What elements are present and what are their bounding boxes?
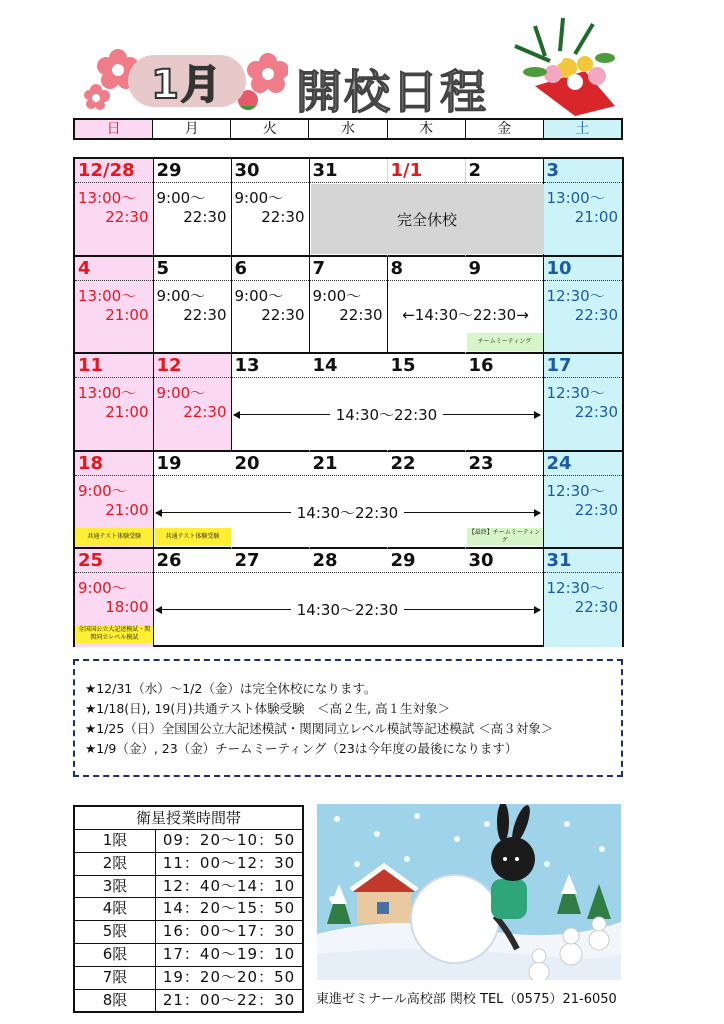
period-label: 8限 bbox=[75, 990, 156, 1012]
day-number: 30 bbox=[234, 160, 260, 181]
close-time: 18:00 bbox=[105, 598, 149, 616]
open-time: 9:00～ bbox=[234, 189, 284, 207]
table-row bbox=[75, 967, 302, 990]
day-number: 24 bbox=[546, 452, 572, 474]
close-time: 22:30 bbox=[574, 403, 618, 421]
time-range-arrow bbox=[156, 599, 540, 620]
period-label: 5限 bbox=[75, 921, 156, 943]
weekday-mon: 月 bbox=[153, 120, 231, 138]
class-timetable bbox=[73, 805, 304, 1013]
close-time: 21:00 bbox=[105, 305, 149, 324]
calendar-day-cell bbox=[154, 354, 232, 452]
calendar-day-cell bbox=[544, 257, 623, 355]
calendar-day-cell bbox=[388, 452, 466, 550]
calendar-day-cell bbox=[310, 354, 388, 452]
time-range-arrow bbox=[156, 502, 540, 523]
calendar-day-cell bbox=[75, 257, 154, 355]
calendar-day-cell bbox=[232, 159, 310, 257]
event-note: 全国国公立大記述模試・関関同立レベル模試 bbox=[76, 625, 153, 643]
weekday-thu: 木 bbox=[388, 120, 466, 138]
notice-item: ★1/18(日), 19(月)共通テスト体験受験 ＜高２生, 高１生対象＞ bbox=[85, 701, 451, 716]
open-time: 12:30～ bbox=[546, 384, 605, 402]
day-number: 26 bbox=[156, 550, 182, 571]
calendar-day-cell bbox=[388, 354, 466, 452]
day-number: 23 bbox=[468, 452, 494, 474]
calendar-day-cell bbox=[232, 354, 310, 452]
calendar-day-cell bbox=[310, 452, 388, 550]
day-number: 9 bbox=[468, 257, 482, 279]
calendar-day-cell bbox=[544, 549, 623, 647]
calendar-day-cell bbox=[232, 257, 310, 355]
calendar-day-cell bbox=[310, 257, 388, 355]
period-label: 1限 bbox=[75, 830, 156, 852]
day-number: 20 bbox=[234, 452, 260, 474]
day-number: 19 bbox=[156, 452, 182, 474]
day-number: 3 bbox=[546, 160, 560, 181]
close-time: 22:30 bbox=[574, 500, 618, 519]
period-label: 4限 bbox=[75, 898, 156, 920]
close-time: 22:30 bbox=[105, 208, 149, 226]
calendar-day-cell bbox=[154, 159, 232, 257]
page-title: 開校日程 bbox=[296, 65, 488, 119]
open-time: 13:00～ bbox=[78, 286, 137, 305]
open-time: 9:00～ bbox=[156, 384, 206, 402]
open-time: 9:00～ bbox=[312, 286, 362, 305]
table-row bbox=[75, 921, 302, 944]
table-row bbox=[75, 876, 302, 899]
close-time: 22:30 bbox=[339, 305, 383, 324]
close-time: 21:00 bbox=[105, 500, 149, 519]
period-label: 6限 bbox=[75, 944, 156, 966]
day-number: 17 bbox=[546, 355, 572, 376]
close-time: 21:00 bbox=[105, 403, 149, 421]
period-label: 2限 bbox=[75, 853, 156, 875]
period-time: 21：00～22：30 bbox=[162, 990, 296, 1009]
calendar-day-cell bbox=[154, 257, 232, 355]
notice-item: ★1/25（日）全国国公立大記述模試・関関同立レベル模試等記述模試 ＜高３対象＞ bbox=[85, 721, 554, 736]
day-number: 29 bbox=[390, 550, 416, 571]
open-time: 13:00～ bbox=[78, 189, 137, 207]
time-range bbox=[390, 304, 542, 325]
day-number: 2 bbox=[468, 160, 482, 181]
time-range-label: 14:30～22:30 bbox=[335, 406, 438, 424]
calendar-day-cell bbox=[544, 159, 623, 257]
open-time: 13:00～ bbox=[78, 384, 137, 402]
open-time: 9:00～ bbox=[78, 579, 127, 597]
event-note: 共通テスト体験受験 bbox=[76, 528, 153, 546]
time-range-label: 14:30～22:30 bbox=[296, 503, 399, 522]
open-time: 12:30～ bbox=[546, 286, 605, 305]
period-time: 09：20～10：50 bbox=[162, 831, 296, 849]
day-number: 21 bbox=[312, 452, 338, 474]
calendar-grid bbox=[73, 157, 624, 647]
table-row bbox=[75, 944, 302, 967]
notice-item: ★12/31（水）～1/2（金）は完全休校になります。 bbox=[85, 681, 377, 696]
open-time: 9:00～ bbox=[156, 286, 206, 305]
open-time: 12:30～ bbox=[546, 481, 605, 500]
day-number: 31 bbox=[546, 550, 572, 571]
close-time: 22:30 bbox=[183, 403, 227, 421]
notice-item: ★1/9（金）, 23（金）チームミーティング（23は今年度の最後になります） bbox=[85, 741, 518, 756]
calendar-day-cell bbox=[466, 549, 544, 647]
day-number: 15 bbox=[390, 355, 416, 376]
calendar-day-cell bbox=[75, 354, 154, 452]
open-time: 9:00～ bbox=[234, 286, 284, 305]
day-number: 11 bbox=[78, 355, 104, 376]
table-row bbox=[75, 898, 302, 921]
day-number: 22 bbox=[390, 452, 416, 474]
weekday-wed: 水 bbox=[309, 120, 387, 138]
close-time: 22:30 bbox=[574, 598, 618, 616]
weekday-sun: 日 bbox=[75, 120, 153, 138]
day-number: 28 bbox=[312, 550, 338, 571]
calendar-day-cell bbox=[75, 159, 154, 257]
day-number: 1/1 bbox=[390, 160, 423, 181]
period-label: 7限 bbox=[75, 967, 156, 989]
day-number: 12 bbox=[156, 355, 182, 376]
weekday-tue: 火 bbox=[231, 120, 309, 138]
day-number: 16 bbox=[468, 355, 494, 376]
day-number: 25 bbox=[78, 550, 104, 571]
period-label: 3限 bbox=[75, 876, 156, 898]
day-number: 13 bbox=[234, 355, 260, 376]
period-time: 11：00～12：30 bbox=[162, 853, 296, 872]
calendar-day-cell bbox=[544, 354, 623, 452]
closed-block bbox=[311, 184, 544, 254]
close-time: 21:00 bbox=[574, 208, 618, 226]
day-number: 27 bbox=[234, 550, 260, 571]
close-time: 22:30 bbox=[183, 305, 227, 324]
weekday-sat: 土 bbox=[544, 120, 621, 138]
calendar-day-cell bbox=[466, 354, 544, 452]
winter-rabbit-illustration bbox=[317, 804, 621, 980]
day-number: 10 bbox=[546, 257, 572, 279]
school-contact-footer: 東進ゼミナール高校部 関校 TEL（0575）21-6050 bbox=[316, 992, 617, 1007]
time-range-label: 14:30～22:30 bbox=[296, 601, 399, 619]
month-label: 1月 bbox=[128, 55, 246, 107]
calendar-day-cell bbox=[232, 549, 310, 647]
event-note: 共通テスト体験受験 bbox=[155, 528, 231, 546]
day-number: 7 bbox=[312, 257, 326, 279]
time-range-label: ←14:30～22:30→ bbox=[402, 305, 529, 324]
calendar-day-cell bbox=[310, 549, 388, 647]
day-number: 18 bbox=[78, 452, 104, 474]
period-time: 19：20～20：50 bbox=[162, 967, 296, 986]
timetable-title: 衛星授業時間帯 bbox=[75, 807, 302, 830]
calendar-day-cell bbox=[154, 549, 232, 647]
period-time: 14：20～15：50 bbox=[162, 899, 296, 918]
new-year-bouquet-icon bbox=[505, 16, 623, 116]
period-time: 16：00～17：30 bbox=[162, 922, 296, 941]
table-row bbox=[75, 853, 302, 876]
weekday-header bbox=[73, 118, 623, 140]
close-time: 22:30 bbox=[574, 305, 618, 324]
open-time: 12:30～ bbox=[546, 579, 605, 597]
close-time: 22:30 bbox=[261, 208, 305, 226]
table-row bbox=[75, 830, 302, 853]
calendar-day-cell bbox=[388, 549, 466, 647]
notice-box bbox=[73, 659, 623, 777]
day-number: 4 bbox=[78, 257, 91, 279]
weekday-fri: 金 bbox=[466, 120, 544, 138]
calendar-day-cell bbox=[544, 452, 623, 550]
day-number: 31 bbox=[312, 160, 338, 181]
day-number: 12/28 bbox=[78, 160, 135, 181]
calendar-day-cell bbox=[232, 452, 310, 550]
day-number: 14 bbox=[312, 355, 338, 376]
time-range-arrow bbox=[234, 404, 540, 425]
day-number: 29 bbox=[156, 160, 182, 181]
open-time: 13:00～ bbox=[546, 189, 605, 207]
day-number: 5 bbox=[156, 257, 170, 279]
period-time: 12：40～14：10 bbox=[162, 876, 296, 895]
event-note: 【最終】チームミーティング bbox=[467, 528, 543, 546]
period-time: 17：40～19：10 bbox=[162, 944, 296, 963]
open-time: 9:00～ bbox=[78, 481, 127, 500]
closed-label: 完全休校 bbox=[396, 210, 457, 229]
day-number: 8 bbox=[390, 257, 404, 279]
event-note: チームミーティング bbox=[467, 333, 543, 351]
close-time: 22:30 bbox=[261, 305, 305, 324]
day-number: 6 bbox=[234, 257, 248, 279]
open-time: 9:00～ bbox=[156, 189, 206, 207]
day-number: 30 bbox=[468, 550, 494, 571]
table-row bbox=[75, 990, 302, 1012]
close-time: 22:30 bbox=[183, 208, 227, 226]
